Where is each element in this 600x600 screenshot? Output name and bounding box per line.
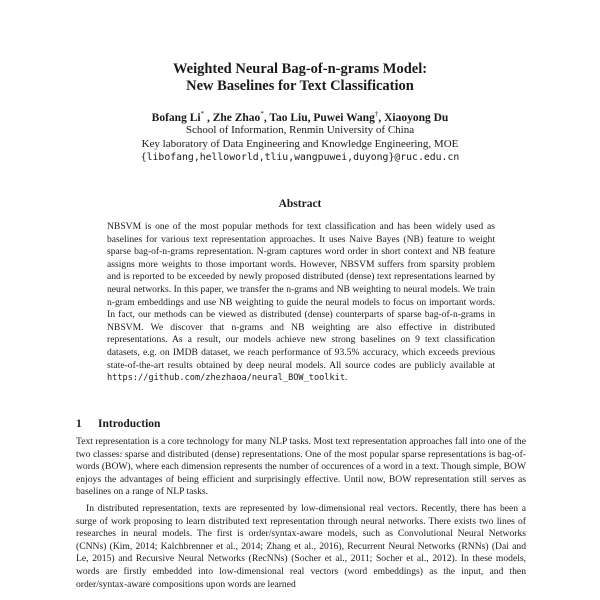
affiliation-line-2: Key laboratory of Data Engineering and Knowledge Engineering, MOE — [141, 138, 459, 150]
author-list: Bofang Li* , Zhe Zhao*, Tao Liu, Puwei Wang†, Xiaoyong Du — [151, 110, 449, 124]
abstract-heading: Abstract — [278, 198, 322, 210]
author: Puwei Wang — [313, 111, 375, 124]
affiliation-line-1: School of Information, Renmin University of China — [185, 124, 415, 136]
author-mark: * — [200, 110, 205, 118]
abstract-text: NBSVM is one of the most popular methods for text classification and has been widely used as baselines for various text representation approaches. It uses Naive Bayes (NB) feature to weight sparse bag-of-n-grams representation. N-gram captures word order in short context and NB feature assigns more weights to those important words. However, NBSVM suffers from sparsity problem and is reported to be exceeded by newly proposed distributed (dense) text representations learned by neural networks. In this paper, we transfer the n-grams and NB weighting to neural models. We train n-gram embeddings and use NB weighting to guide the neural models to focus on important words. In fact, our methods can be viewed as distributed (dense) counterparts of sparse bag-of-n-grams in NBSVM. We discover that n-grams and NB weighting are also effective in distributed representations. As a result, our models achieve new strong baselines on 9 text classification datasets, e.g. on IMDB dataset, we reach performance of 93.5% accuracy, which exceeds previous state-of-the-art results obtained by deep neural models. All source codes are publicly available at — [107, 221, 495, 371]
section-title: Introduction — [98, 418, 161, 430]
paper-title-line-1: Weighted Neural Bag-of-n-grams Model: — [172, 61, 428, 77]
section-heading — [76, 418, 160, 430]
intro-paragraph-1: Text representation is a core technology for many NLP tasks. Most text representation approaches fall into one of the two classes: sparse and distributed (dense) representations. One of the most popular sparse representations is bag-of-words (BOW), where each dimension represents the number of occurences of a word in a text. Though simple, BOW enjoys the advantages of being efficient and surprisingly effective. Until now, BOW representation still serves as baselines on a range of NLP tasks. — [76, 436, 526, 498]
paper-title-line-2: New Baselines for Text Classification — [186, 78, 414, 94]
author: Bofang Li — [151, 111, 201, 124]
abstract-end: . — [345, 372, 348, 384]
section-number: 1 — [76, 418, 82, 430]
intro-paragraph-2: In distributed representation, texts are represented by low-dimensional real vectors. Recently, there has been a surge of work proposing to learn distributed text representation through neural networks. There exists two lines of researches in neural models. The first is order/syntax-aware models, such as Convolutional Neural Networks (CNNs) (Kim, 2014; Kalchbrenner et al., 2014; Zhang et al., 2016), Recurrent Neural Networks (RNNs) (Dai and Le, 2015) and Recursive Neural Networks (RecNNs) (Socher et al., 2011; Socher et al., 2012). In these models, words are firstly embedded into low-dimensional real vectors (word embeddings) as the input, and then order/syntax-aware compositions upon words are learned — [76, 503, 526, 590]
author: Tao Liu — [269, 111, 308, 124]
author-mark: † — [374, 110, 379, 118]
author-emails: {libofang,helloworld,tliu,wangpuwei,duyong}@ruc.edu.cn — [140, 152, 460, 163]
author-mark: * — [260, 110, 264, 118]
abstract-body — [107, 221, 495, 385]
author: Xiaoyong Du — [384, 111, 449, 124]
source-code-link[interactable]: https://github.com/zhezhaoa/neural_BOW_toolkit — [107, 373, 345, 384]
author: Zhe Zhao — [212, 111, 261, 124]
